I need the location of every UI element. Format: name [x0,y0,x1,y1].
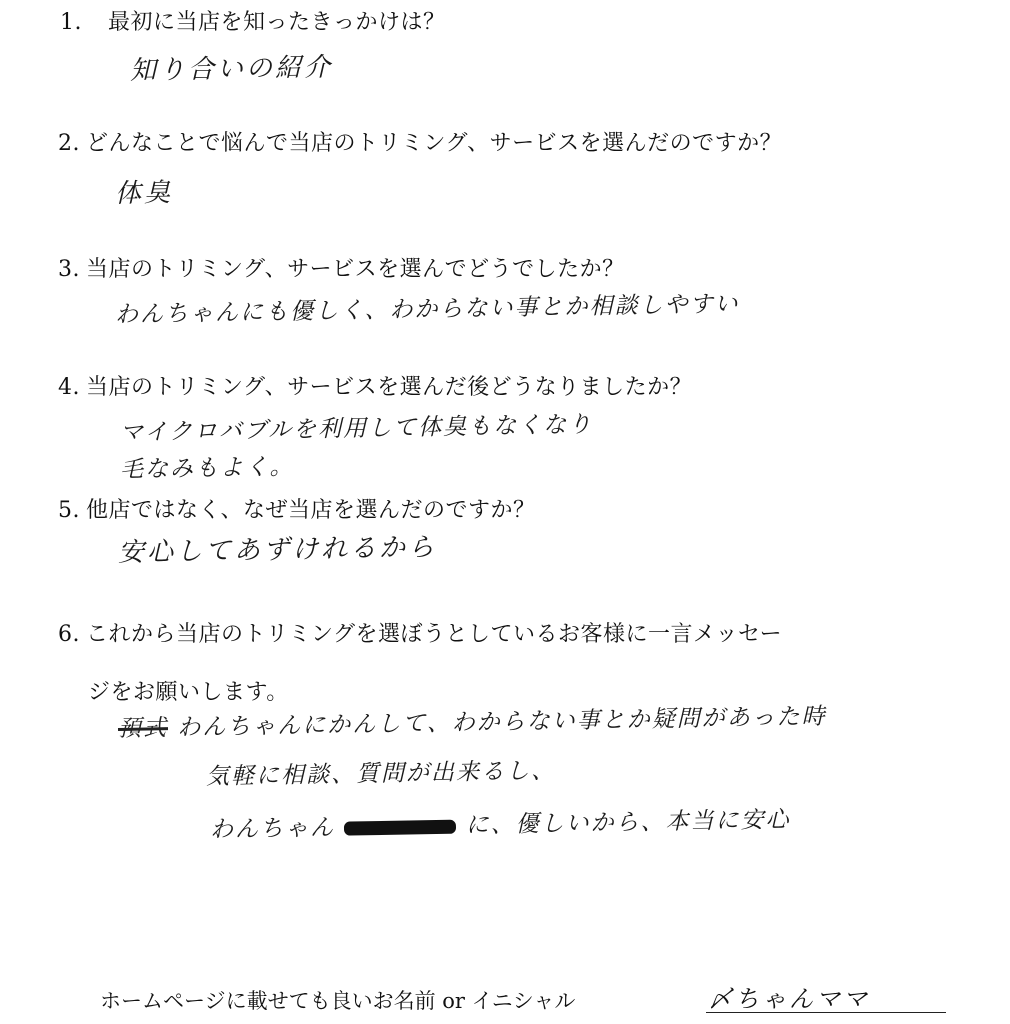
answer-6-line-2: 気軽に相談、質問が出来るし、 [205,757,557,790]
question-3 [58,257,625,283]
name-field-value: 〆ちゃんママ [708,985,870,1013]
answer-6-line-3 [210,805,791,845]
question-text: 最初に当店を知ったきっかけは？ [108,10,446,35]
question-1 [60,10,446,36]
question-number: 3. [58,257,80,282]
question-text: 当店のトリミング、サービスを選んでどうでしたか？ [86,257,625,282]
question-6 [58,622,782,648]
question-4 [58,375,692,401]
answer-6-line-3-end: に、優しいから、本当に安心 [465,806,791,839]
question-6-continued: ジをお願いします。 [88,680,289,705]
name-field-underline [706,1012,946,1013]
scribbled-out-mark [344,819,456,835]
answer-1: 知り合いの紹介 [129,52,334,86]
question-number: 4. [58,375,80,400]
question-number: 1. [60,10,82,35]
question-text: 当店のトリミング、サービスを選んだ後どうなりましたか？ [86,375,693,400]
answer-6-line-3-start: わんちゃん [209,814,336,843]
crossed-out-text: 預式 [117,715,169,742]
answer-5: 安心してあずけれるから [117,532,438,568]
answer-6-line-1-text: わんちゃんにかんして、わからない事とか疑問があった時 [177,703,827,741]
answer-2: 体臭 [114,177,174,209]
question-text: どんなことで悩んで当店のトリミング、サービスを選んだのですか？ [86,131,783,156]
name-field-label: ホームページに載せても良いお名前 or イニシャル [100,989,576,1013]
question-number: 2. [58,131,80,156]
answer-4-line-1: マイクロバブルを利用して体臭もなくなり [119,411,594,446]
answer-4-line-2: 毛なみもよく。 [119,453,295,483]
answer-3: わんちゃんにも優しく、わからない事とか相談しやすい [114,291,740,328]
answer-6-line-1 [118,702,827,744]
question-text: 他店ではなく、なぜ当店を選んだのですか？ [86,498,536,523]
question-2 [58,131,782,157]
question-number: 5. [58,498,80,523]
question-number: 6. [58,622,80,647]
question-text: これから当店のトリミングを選ぼうとしているお客様に一言メッセー [86,622,783,647]
question-5 [58,498,536,524]
